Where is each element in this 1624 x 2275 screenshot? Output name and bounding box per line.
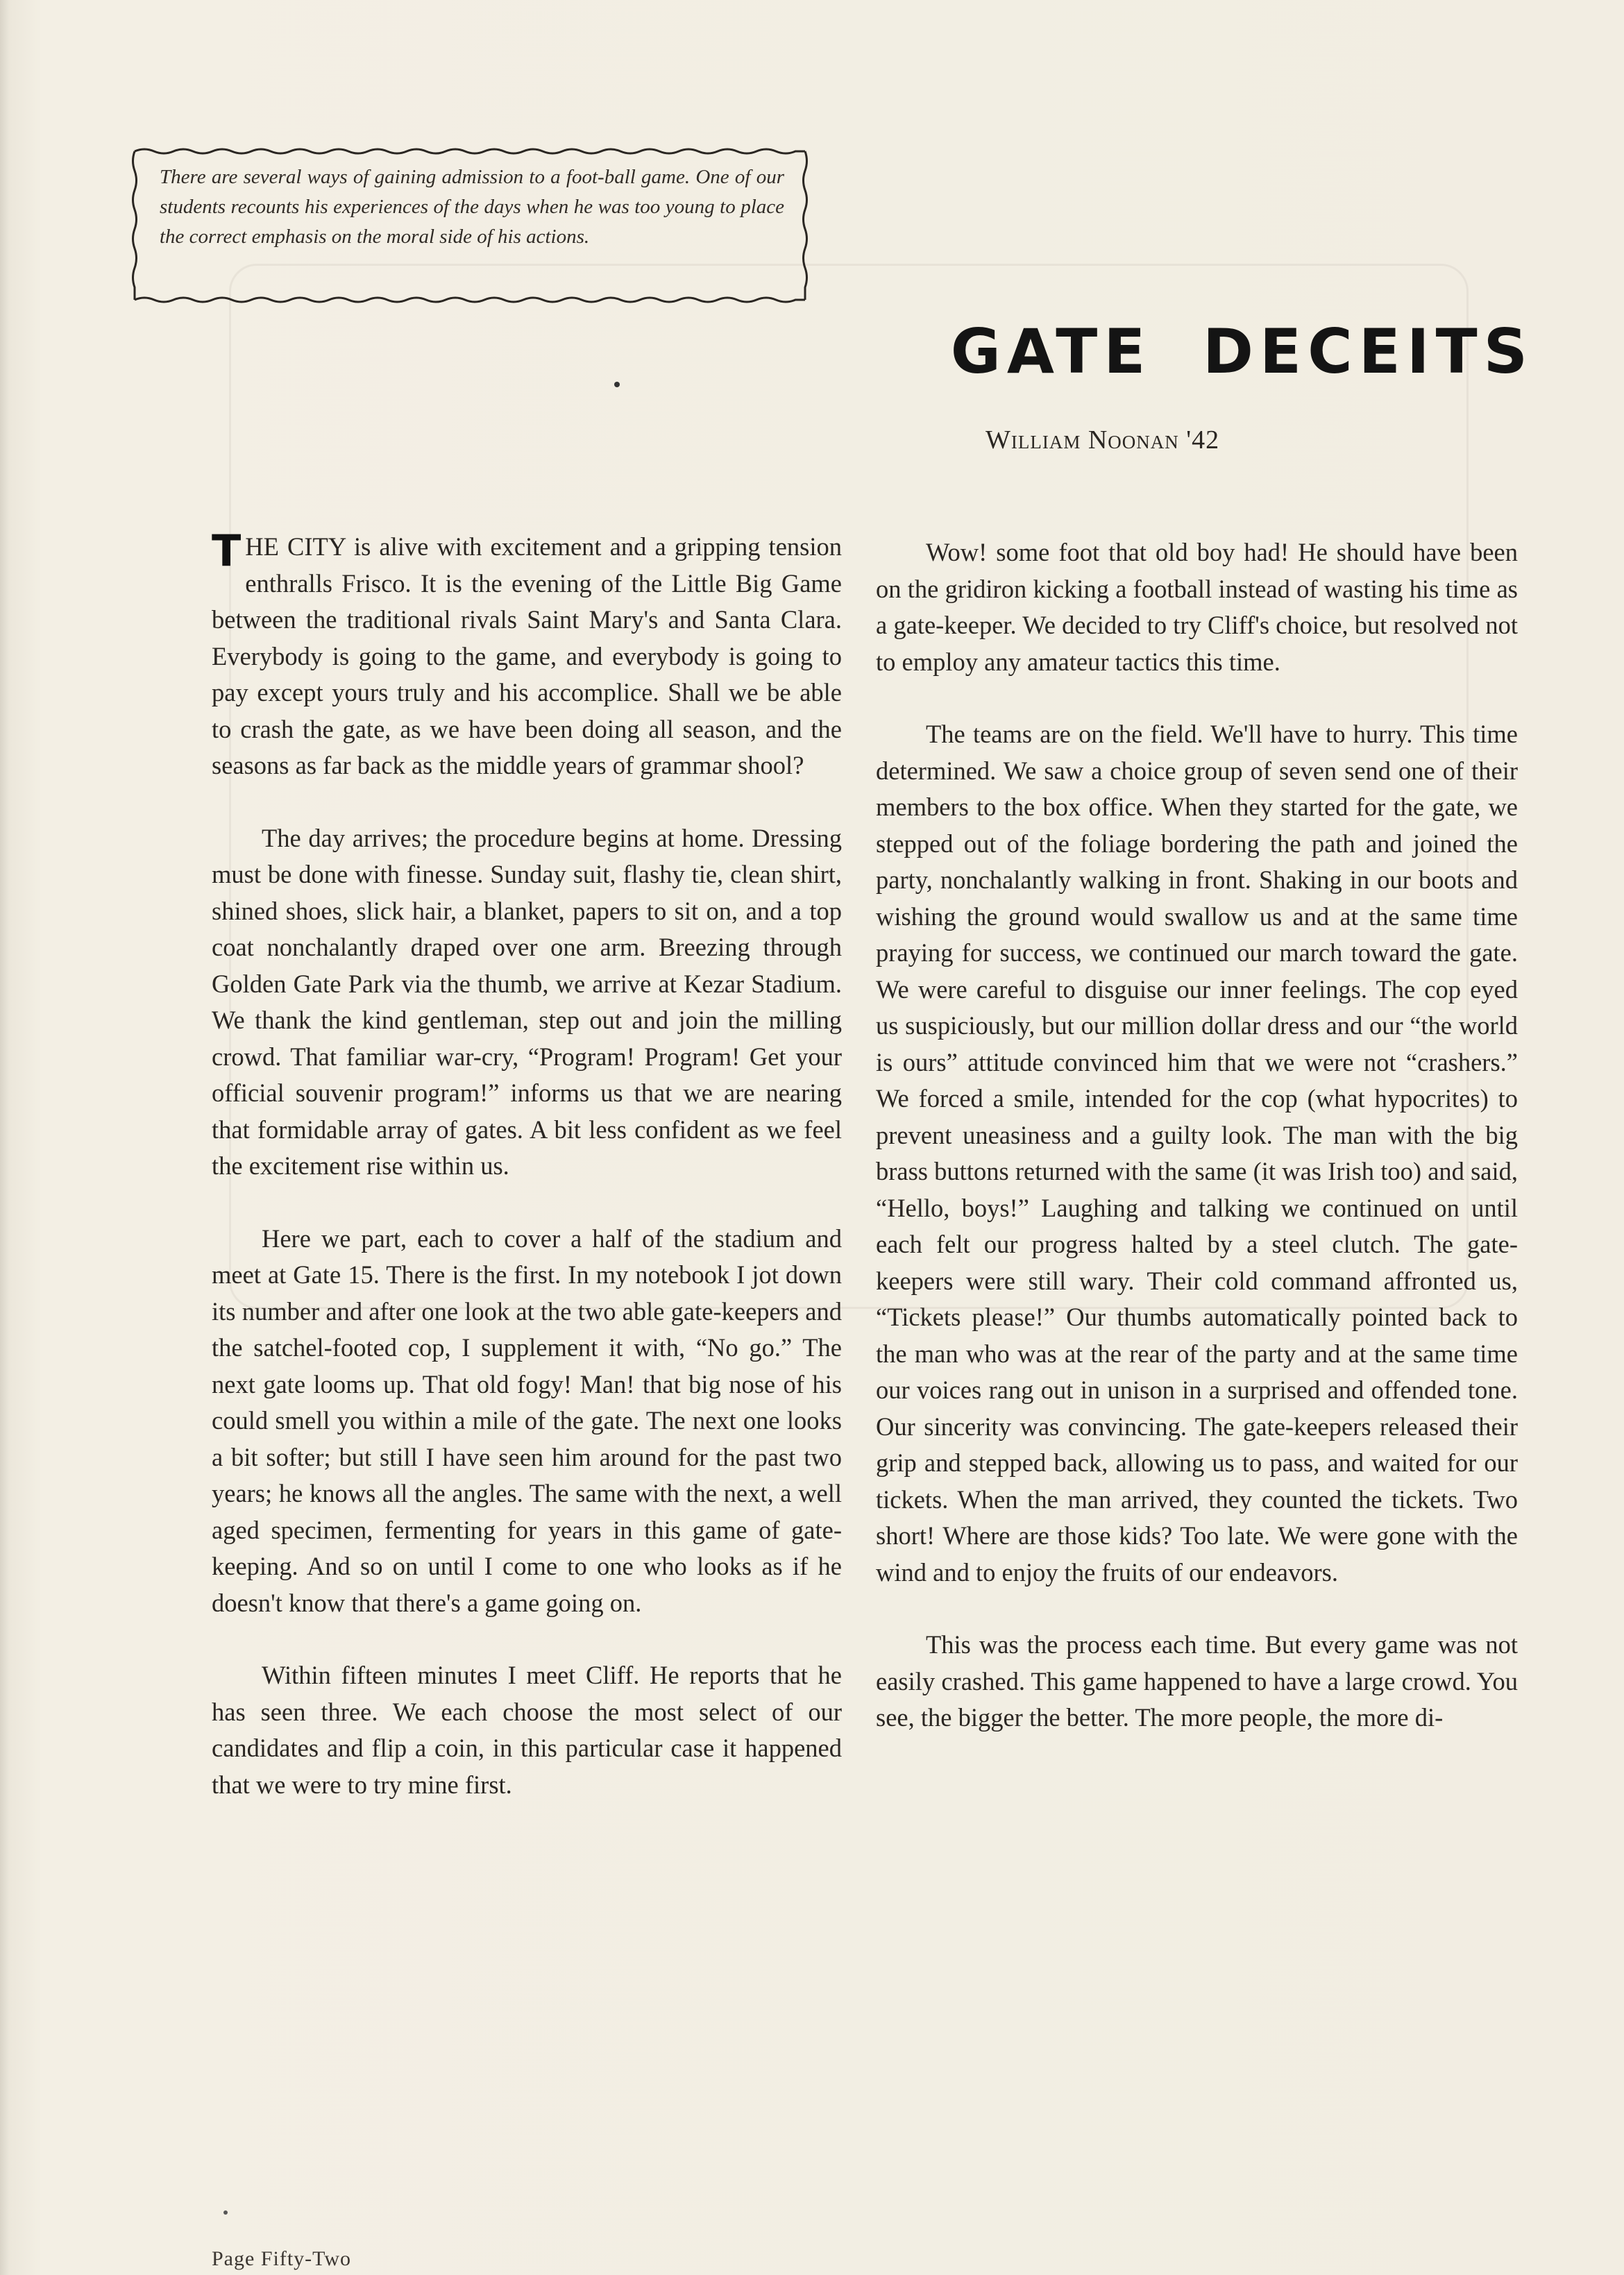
right-column [876, 534, 1518, 1736]
drop-cap: T [212, 525, 242, 576]
article-author: William Noonan '42 [986, 425, 1220, 455]
paragraph: Within fifteen minutes I meet Cliff. He reports that he has seen three. We each choose the most select of our candidates and flip a coin, in this particular case it happened that we were to try mine first. [212, 1661, 842, 1799]
ink-dot [614, 382, 620, 387]
paragraph: Here we part, each to cover a half of the stadium and meet at Gate 15. There is the first. In my notebook I jot down its number and after one look at the two able gate-keepers and the satchel-footed cop, I supplement it with, “No go.” The next gate looms up. That old fogy! Man! that big nose of his could smell you within a mile of the gate. The next one looks a bit softer; but still I have seen him around for the past two years; he knows all the angles. The same with the next, a well aged specimen, fermenting for years in this game of gate-keeping. And so on until I come to one who looks as if he doesn't know that there's a game going on. [212, 1224, 842, 1617]
paragraph: This was the process each time. But every game was not easily crashed. This game happened to have a large crowd. You see, the bigger the better. The more people, the more di- [876, 1630, 1518, 1732]
paragraph: The teams are on the field. We'll have to hurry. This time determined. We saw a choice group of seven send one of their members to the box office. When they started for the gate, we stepped out of the foliage bordering the path and joined the party, nonchalantly walking in front. Shaking in our boots and wishing the ground would swallow us and at the same time praying for success, we continued our march toward the gate. We were careful to disguise our inner feelings. The cop eyed us suspiciously, but our million dollar dress and our “the world is ours” attitude convinced him that we were not “crashers.” We forced a smile, intended for the cop (what hypocrites) to prevent uneasiness and a guilty look. The man with the big brass buttons returned with the same (it was Irish too) and said, “Hello, boys!” Laughing and talking we continued on until each felt our progress halted by a steel clutch. The gate-keepers were still wary. Their cold command affronted us, “Tickets please!” Our thumbs automatically pointed back to the man who was at the rear of the party and at the same time our voices rang out in unison in a surprised and offended tone. Our sincerity was convincing. The gate-keepers released their grip and stepped back, allowing us to pass, and waited for our tickets. When the man arrived, they counted the tickets. Two short! Where are those kids? Too late. We were gone with the wind and to enjoy the fruits of our endeavors. [876, 720, 1518, 1587]
article-title: GATE DECEITS [950, 316, 1534, 387]
paragraph: Wow! some foot that old boy had! He should have been on the gridiron kicking a football instead of wasting his time as a gate-keeper. We decided to try Cliff's choice, but resolved not to employ any amateur tactics this time. [876, 538, 1518, 676]
page-number: Page Fifty-Two [212, 2247, 352, 2270]
paragraph [212, 525, 842, 784]
paragraph-text: is alive with excitement and a gripping tension enthralls Frisco. It is the evening of the Little Big Game between the traditional rivals Saint Mary's and Santa Clara. Everybody is going to the game, and everybody is going to pay except yours truly and his accomplice. Shall we be able to crash the gate, as we have been doing all season, and the seasons as far back as the middle years of grammar shool? [212, 532, 842, 779]
ink-dot [223, 2210, 228, 2215]
left-column [212, 525, 842, 1803]
paragraph: The day arrives; the procedure begins at home. Dressing must be done with finesse. Sunday suit, flashy tie, clean shirt, shined shoes, slick hair, a blanket, papers to sit on, and a top coat nonchalantly draped over one arm. Breezing through Golden Gate Park via the thumb, we arrive at Kezar Stadium. We thank the kind gentleman, step out and join the milling crowd. That familiar war-cry, “Program! Program! Get your official souvenir program!” informs us that we are nearing that formidable array of gates. A bit less confident as we feel the excitement rise within us. [212, 823, 842, 1180]
intro-callout-box [130, 146, 811, 305]
intro-text: There are several ways of gaining admission to a foot-ball game. One of our students recounts his experiences of the days when he was too young to place the correct emphasis on the moral side of his actions. [160, 166, 784, 248]
lead-caps: HE CITY [245, 532, 346, 561]
